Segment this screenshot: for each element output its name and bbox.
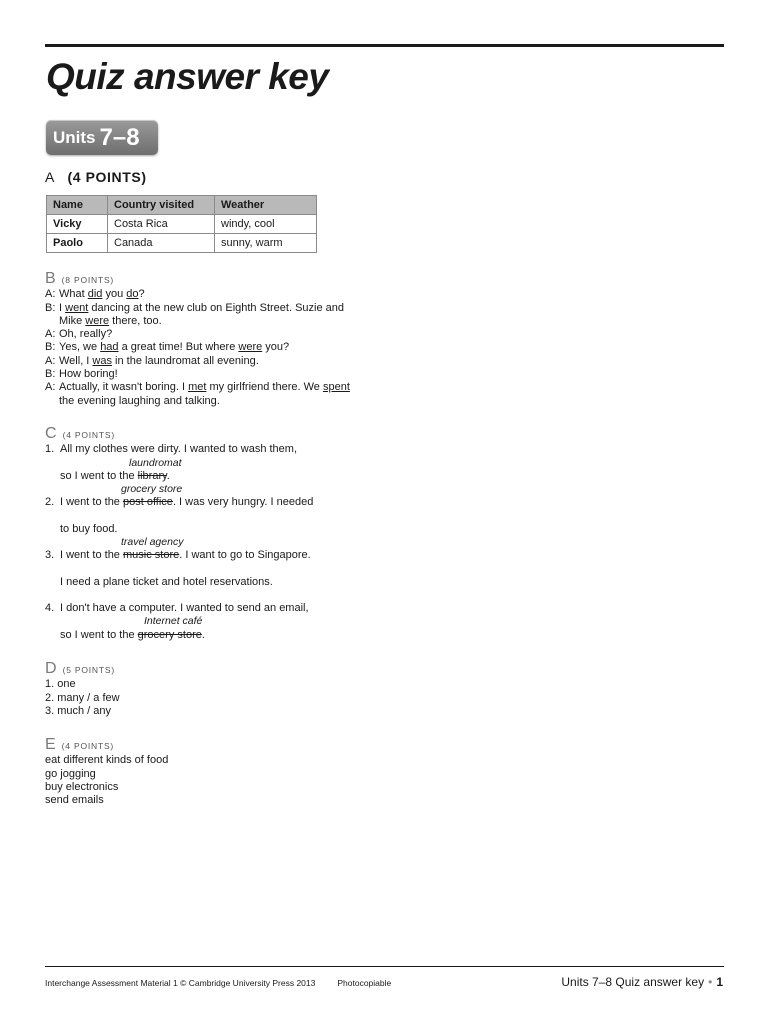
dialogue-text	[59, 288, 359, 301]
table-cell-weather: sunny, warm	[215, 234, 317, 253]
footer-right	[561, 975, 723, 989]
table-cell-country: Costa Rica	[108, 215, 215, 234]
speaker-label: A:	[45, 381, 56, 394]
text-fragment: Oh, really?	[59, 328, 113, 341]
section-a-heading	[45, 169, 147, 185]
table-header-country: Country visited	[108, 196, 215, 215]
list-item	[45, 602, 313, 642]
item-text: so I went to the	[60, 628, 138, 641]
correction-word: Internet café	[144, 615, 203, 628]
speaker-label: A:	[45, 354, 56, 367]
section-e-heading	[45, 738, 168, 753]
table-cell-country: Canada	[108, 234, 215, 253]
dialogue-line	[45, 302, 359, 329]
table-header-weather: Weather	[215, 196, 317, 215]
dialogue-line	[45, 341, 359, 354]
dialogue-text	[59, 381, 359, 408]
item-text: All my clothes were dirty. I wanted to wash them,	[60, 443, 297, 456]
table-header-name: Name	[47, 196, 108, 215]
list-item	[45, 536, 313, 589]
section-c-letter: C	[45, 425, 57, 442]
dialogue	[45, 288, 359, 408]
item-text: so I went to the	[60, 469, 138, 482]
item-text: to buy food.	[60, 522, 118, 535]
list-item: eat different kinds of food	[45, 754, 169, 767]
section-e	[45, 738, 168, 807]
table-row	[47, 215, 317, 234]
correction-word: grocery store	[121, 483, 183, 496]
text-fragment: Yes, we	[59, 341, 101, 354]
units-badge-numbers: 7–8	[99, 123, 140, 151]
section-b-heading	[45, 272, 359, 287]
footer-rule	[45, 966, 724, 967]
dialogue-line	[45, 288, 359, 301]
text-fragment: Actually, it wasn't boring. I	[59, 381, 189, 394]
text-fragment: Well, I	[59, 354, 93, 367]
dialogue-text	[59, 368, 359, 381]
section-c-heading	[45, 427, 313, 442]
dialogue-text	[59, 355, 359, 368]
footer-dot: •	[708, 975, 713, 989]
footer-doc-title: Units 7–8 Quiz answer key	[561, 975, 705, 989]
list-item	[45, 443, 313, 483]
item-text: I need a plane ticket and hotel reservations.	[60, 575, 273, 588]
top-rule	[45, 44, 724, 47]
section-b-points: (8 POINTS)	[61, 275, 115, 285]
answer-word: were	[238, 341, 263, 354]
list-item: buy electronics	[45, 780, 119, 793]
item-number: 1.	[45, 443, 55, 456]
answer-word: spent	[322, 381, 350, 394]
struck-word: music store	[122, 549, 180, 562]
dialogue-line	[45, 368, 359, 381]
item-text: I went to the	[60, 496, 123, 509]
section-c-points: (4 POINTS)	[62, 430, 115, 440]
dialogue-line	[45, 381, 359, 408]
footer-left	[45, 978, 391, 988]
text-fragment: I	[59, 301, 66, 314]
answer-word: had	[100, 341, 119, 354]
speaker-label: A:	[45, 328, 56, 341]
section-a-table	[46, 195, 317, 253]
page-title: Quiz answer key	[46, 56, 329, 97]
item-text: I went to the	[60, 549, 123, 562]
text-fragment: you	[102, 288, 127, 301]
speaker-label: A:	[45, 288, 56, 301]
item-text: I don't have a computer. I wanted to send an email,	[60, 601, 309, 614]
answer-word: was	[92, 354, 112, 367]
text-fragment: How boring!	[59, 368, 118, 381]
answer-word: did	[87, 288, 103, 301]
answer-word: were	[85, 314, 110, 327]
table-cell-name: Paolo	[47, 234, 108, 253]
text-fragment: in the laundromat all evening.	[111, 354, 259, 367]
text-fragment: there, too.	[109, 314, 162, 327]
table-header-row	[47, 196, 317, 215]
item-number: 3.	[45, 549, 55, 562]
text-fragment: ?	[138, 288, 145, 301]
item-text: .	[201, 628, 205, 641]
list-item: go jogging	[45, 767, 96, 780]
text-fragment: you?	[262, 341, 290, 354]
speaker-label: B:	[45, 368, 56, 381]
table-row	[47, 234, 317, 253]
item-number: 4.	[45, 601, 55, 614]
item-number: 2.	[45, 496, 55, 509]
dialogue-text	[59, 302, 359, 329]
section-a-letter: A	[45, 169, 54, 185]
text-fragment: the evening laughing and talking.	[59, 394, 220, 407]
list-item: 2. many / a few	[45, 691, 120, 704]
section-d-heading	[45, 662, 120, 677]
text-fragment: a great time! But where	[118, 341, 239, 354]
section-c	[45, 427, 313, 642]
list-item	[45, 483, 313, 536]
section-b	[45, 272, 359, 408]
section-d	[45, 662, 120, 718]
table-cell-weather: windy, cool	[215, 215, 317, 234]
text-fragment: dancing at the new club on Eighth Street. Suzie and Mike	[59, 301, 344, 327]
dialogue-line	[45, 328, 359, 341]
answer-word: went	[65, 301, 89, 314]
section-d-points: (5 POINTS)	[62, 665, 115, 675]
answer-word: met	[188, 381, 207, 394]
struck-word: post office	[122, 496, 173, 509]
section-b-letter: B	[45, 270, 56, 287]
dialogue-text	[59, 341, 359, 354]
item-text: . I want to go to Singapore.	[179, 549, 311, 562]
page-number: 1	[716, 975, 723, 989]
dialogue-line	[45, 355, 359, 368]
text-fragment: What	[59, 288, 88, 301]
correction-word: travel agency	[121, 536, 184, 549]
footer-photocopiable: Photocopiable	[337, 978, 392, 988]
answer-word: do	[126, 288, 139, 301]
speaker-label: B:	[45, 341, 56, 354]
item-text: .	[166, 469, 170, 482]
section-e-points: (4 POINTS)	[61, 741, 115, 751]
units-badge-word: Units	[53, 127, 96, 147]
table-cell-name: Vicky	[47, 215, 108, 234]
struck-word: grocery store	[137, 628, 202, 641]
speaker-label: B:	[45, 301, 56, 314]
dialogue-text	[59, 328, 359, 341]
text-fragment: my girlfriend there. We	[206, 381, 323, 394]
section-a-points: (4 POINTS)	[67, 169, 147, 185]
item-text: . I was very hungry. I needed	[172, 496, 314, 509]
list-item: send emails	[45, 794, 104, 807]
footer-copyright: Interchange Assessment Material 1 © Cambridge University Press 2013	[45, 978, 316, 988]
units-badge	[46, 120, 158, 155]
list-item: 1. one	[45, 678, 76, 691]
struck-word: library	[137, 469, 167, 482]
section-d-letter: D	[45, 660, 57, 677]
section-e-letter: E	[45, 736, 56, 753]
correction-word: laundromat	[129, 456, 182, 469]
list-item: 3. much / any	[45, 704, 112, 717]
